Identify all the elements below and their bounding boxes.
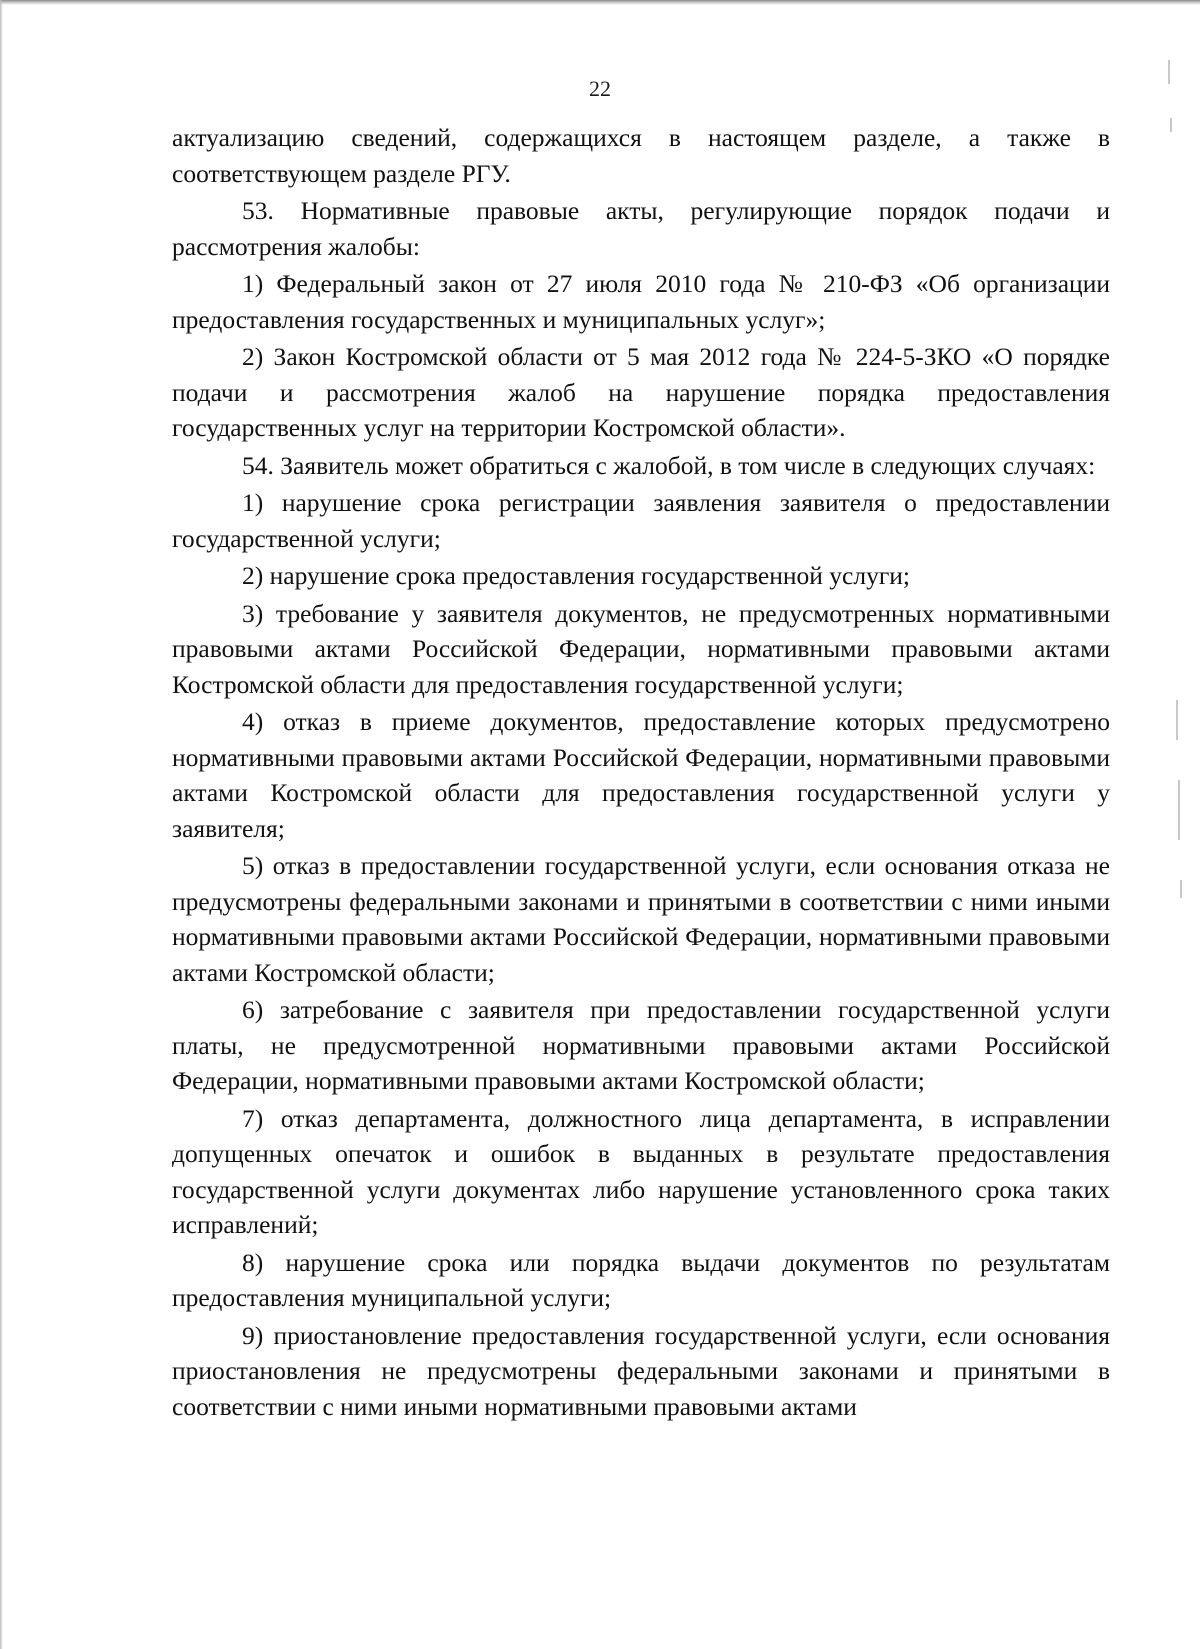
paragraph-54-item-1: 1) нарушение срока регистрации заявления заявителя о предоставлении государственной услуги; bbox=[172, 488, 1110, 553]
paragraph-54-item-6: 6) затребование с заявителя при предоставлении государственной услуги платы, не предусмотренной нормативными правовыми актами Российской Федерации, нормативными правовыми актами Костромской области; bbox=[172, 995, 1110, 1095]
paragraph-54-item-3: 3) требование у заявителя документов, не предусмотренных нормативными правовыми актами Российской Федерации, нормативными правовыми актами Костромской области для предоставления государственной услуги; bbox=[172, 598, 1110, 699]
paragraph-54-item-8: 8) нарушение срока или порядка выдачи документов по результатам предоставления муниципальной услуги; bbox=[172, 1247, 1110, 1312]
paragraph-53-item-1: 1) Федеральный закон от 27 июля 2010 года № 210-ФЗ «Об организации предоставления государственных и муниципальных услуг»; bbox=[172, 269, 1110, 334]
scan-speck bbox=[1176, 700, 1178, 740]
document-body bbox=[172, 120, 1110, 1424]
paragraph-53-item-2: 2) Закон Костромской области от 5 мая 2012 года № 224-5-ЗКО «О порядке подачи и рассмотрения жалоб на нарушение порядка предоставления государственных услуг на территории Костромской области». bbox=[172, 342, 1110, 442]
paragraph-54-item-7: 7) отказ департамента, должностного лица департамента, в исправлении допущенных опечаток и ошибок в выданных в результате предоставления государственной услуги документах либо нарушение установленного срока таких исправлений; bbox=[172, 1103, 1110, 1239]
scan-speck bbox=[1178, 780, 1180, 840]
scan-edge-top bbox=[0, 0, 1200, 5]
scan-speck bbox=[1180, 880, 1182, 898]
scan-edge-left bbox=[0, 0, 3, 1649]
paragraph-54: 54. Заявитель может обратиться с жалобой, в том числе в следующих случаях: bbox=[242, 450, 1096, 480]
paragraph-54-item-5: 5) отказ в предоставлении государственной услуги, если основания отказа не предусмотрены федеральными законами и принятыми в соответствии с ними иными нормативными правовыми актами Российской Федерации, нормативными правовыми актами Костромской области; bbox=[172, 851, 1110, 987]
page-number: 22 bbox=[589, 76, 611, 101]
scan-speck bbox=[1170, 118, 1172, 132]
paragraph-54-item-2: 2) нарушение срока предоставления государственной услуги; bbox=[242, 561, 911, 590]
paragraph-continuation: актуализацию сведений, содержащихся в настоящем разделе, а также в соответствующем разделе РГУ. bbox=[172, 123, 1110, 188]
paragraph-53: 53. Нормативные правовые акты, регулирующие порядок подачи и рассмотрения жалобы: bbox=[172, 196, 1110, 261]
paragraph-54-item-9: 9) приостановление предоставления государственной услуги, если основания приостановления не предусмотрены федеральными законами и принятыми в соответствии с ними иными нормативными правовыми актами bbox=[172, 1320, 1110, 1421]
paragraph-54-item-4: 4) отказ в приеме документов, предоставление которых предусмотрено нормативными правовыми актами Российской Федерации, нормативными правовыми актами Костромской области для предоставления государственной услуги у заявителя; bbox=[172, 707, 1110, 843]
